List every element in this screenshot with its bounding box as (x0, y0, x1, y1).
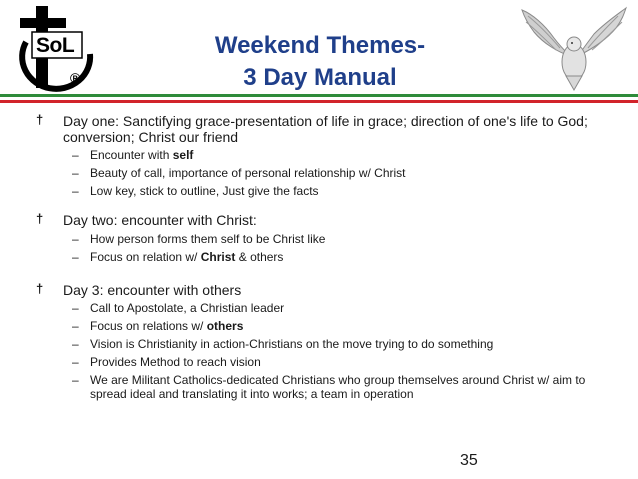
section-main-text: Day two: encounter with Christ: (63, 212, 257, 228)
cross-bullet: † (36, 211, 44, 226)
section-main-text: Day 3: encounter with others (63, 282, 242, 298)
section-main-text: Day one: Sanctifying grace-presentation of life in grace; direction of one's life to God; conversion; Christ our friend (63, 113, 588, 145)
cross-bullet: † (36, 281, 44, 296)
cross-bullet: † (36, 112, 44, 127)
registered-mark: ® (70, 70, 81, 86)
slide-title (180, 30, 460, 94)
title-line-1: Weekend Themes- (214, 32, 426, 59)
page-number: 35 (460, 452, 478, 469)
logo-text: SoL (36, 34, 75, 57)
slide: SoL ® Weekend Themes- 3 Day Manual † Day one: Sanctifying grace-presentation of life in grace; direction of one's life to God; conversion; Christ our friend – Encounter with self – Beauty of call, importance of personal relationship w/ Christ – Low key, stick to outline, Just give the facts † Day two: encounter with Christ: – How person forms them self to be Christ like – Focus on relation w/ Christ & others † Day 3: encounter with others – Call to Apostolate, a Christian leader – Focus on relations w/ others – Vision is Christianity in action-Christians on the move trying to do something – Provides Method to reach vision – We are Militant Catholics-dedicated Christians who group themselves around Christ w/ aim to spread ideal and translating it into works; a team in operation 35 (0, 0, 638, 479)
title-line-2: 3 Day Manual (243, 64, 397, 91)
red-stripe (0, 100, 638, 103)
dove-icon (518, 4, 630, 92)
sol-logo (6, 4, 98, 94)
